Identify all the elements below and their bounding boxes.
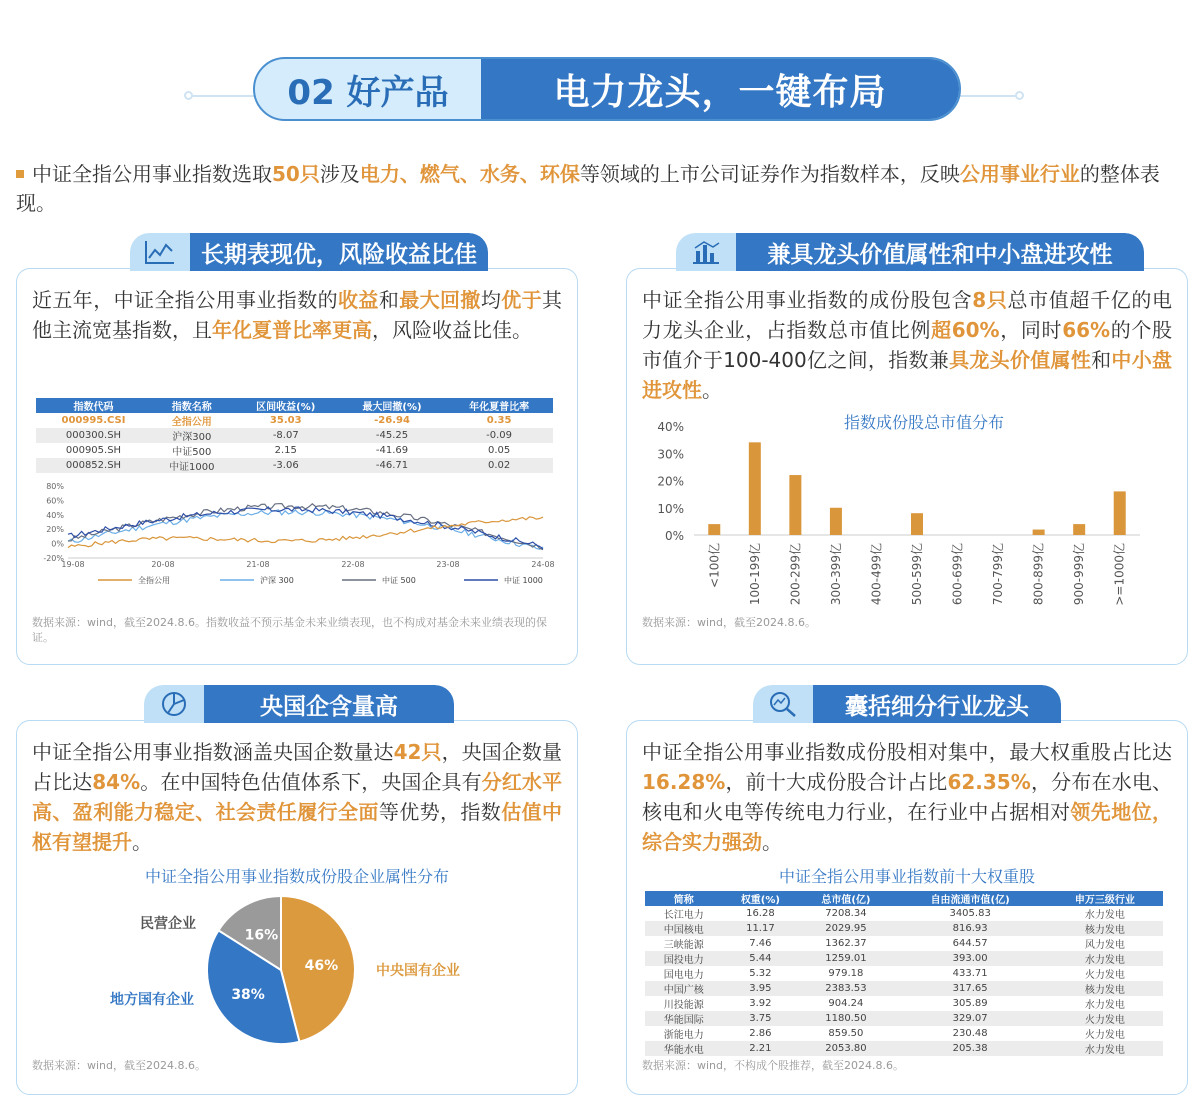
bar-category-label: 400-499亿 xyxy=(869,543,884,606)
intro-paragraph: 中证全指公用事业指数选取50只涉及电力、燃气、水务、环保等领域的上市公司证券作为指数样本，反映公用事业行业的整体表现。 xyxy=(16,162,1160,215)
table-cell: 风力发电 xyxy=(1084,940,1125,951)
bar-category-label: >=1000亿 xyxy=(1112,543,1127,606)
table-cell: 1180.50 xyxy=(798,1011,893,1026)
table-cell: 2383.53 xyxy=(798,981,893,996)
table-cell: 川投能源 xyxy=(663,1000,704,1011)
bar-category-label: <100亿 xyxy=(707,543,722,588)
market-cap-bar-chart xyxy=(640,408,1175,608)
table-cell: 国电电力 xyxy=(663,970,704,981)
bar-chart-title: 指数成份股总市值分布 xyxy=(843,413,1005,432)
enterprise-pie-chart xyxy=(28,888,558,1058)
card2-tab-title: 兼具龙头价值属性和中小盘进攻性 xyxy=(736,233,1144,271)
bar-2 xyxy=(789,475,801,535)
table-cell: 230.48 xyxy=(952,1028,988,1039)
line-ytick-label: 20% xyxy=(46,525,64,535)
table-cell: 859.50 xyxy=(828,1028,864,1039)
table-cell: 5.44 xyxy=(722,951,798,966)
table-cell: 904.24 xyxy=(828,998,864,1009)
pie-value-label: 16% xyxy=(244,927,279,944)
table-cell: 3.75 xyxy=(722,1011,798,1026)
line-ytick-label: 0% xyxy=(51,539,64,549)
legend-label: 中证 1000 xyxy=(504,576,543,585)
card1-text: 近五年，中证全指公用事业指数的收益和最大回撤均优于其他主流宽基指数，且年化夏普比率更高，风险收益比佳。 xyxy=(32,288,563,342)
table-cell: 中证500 xyxy=(172,447,212,458)
bar-ytick-label: 0% xyxy=(664,529,684,543)
table-cell: 0.05 xyxy=(487,445,511,456)
bar-10 xyxy=(1114,491,1126,535)
bar-category-label: 500-599亿 xyxy=(910,543,924,606)
table-row xyxy=(645,1011,1163,1026)
table-cell: 0.35 xyxy=(486,415,512,426)
card4-tab xyxy=(753,685,1061,723)
bar-category-label: 300-399亿 xyxy=(828,543,843,606)
table-row xyxy=(36,443,553,458)
table-row xyxy=(645,996,1163,1011)
table-cell: 水力发电 xyxy=(1047,951,1163,966)
top10-holdings-table xyxy=(645,891,1163,1056)
top10-table-header-4: 申万三级行业 xyxy=(1047,891,1163,906)
pie-chart-icon xyxy=(144,685,204,723)
idx-table-header-2: 区间收益(%) xyxy=(233,398,339,413)
line-ytick-label: 40% xyxy=(46,510,64,520)
section-number: 02 好产品 xyxy=(287,72,449,113)
table-cell: 中国广核 xyxy=(645,981,722,996)
table-cell: 华能国际 xyxy=(645,1011,722,1026)
table-cell: 华能水电 xyxy=(645,1041,722,1056)
table-cell: 317.65 xyxy=(894,981,1047,996)
table-cell: 水力发电 xyxy=(1047,1041,1163,1056)
bar-category-label: 800-899亿 xyxy=(1031,543,1046,606)
table-cell: -0.09 xyxy=(445,428,553,443)
header-deco-line-right xyxy=(958,95,1018,97)
card3-text: 中证全指公用事业指数涵盖央国企数量达42只，央国企数量占比达84%。在中国特色估值体系下，央国企具有分红水平高、盈利能力稳定、社会责任履行全面等优势，指数估值中枢有望提升。 xyxy=(32,740,563,854)
table-cell: 2053.80 xyxy=(798,1041,893,1056)
bar-category-label: 600-699亿 xyxy=(950,543,965,606)
performance-line-chart xyxy=(28,480,558,590)
table-row xyxy=(645,906,1163,921)
bar-ytick-label: 10% xyxy=(657,501,684,516)
top10-table-header-1: 权重(%) xyxy=(722,891,798,906)
table-cell: 329.07 xyxy=(894,1011,1047,1026)
bar-category-label: 700-799亿 xyxy=(991,543,1006,606)
table-row xyxy=(36,458,553,473)
table-cell: 305.89 xyxy=(952,998,988,1009)
table-cell: 3.95 xyxy=(722,981,798,996)
pie-category-label: 民营企业 xyxy=(140,916,196,932)
table-cell: 393.00 xyxy=(894,951,1047,966)
line-ytick-label: -20% xyxy=(43,554,64,563)
card4-source: 数据来源：wind，不构成个股推荐，截至2024.8.6。 xyxy=(642,1059,904,1072)
table-cell: 000300.SH xyxy=(36,428,151,443)
table-row xyxy=(645,1041,1163,1056)
line-ytick-label: 80% xyxy=(46,482,64,491)
bar-chart-icon xyxy=(676,233,736,271)
line-xtick-label: 24-08 xyxy=(531,560,555,569)
bar-8 xyxy=(1033,530,1045,535)
table-cell: 核力发电 xyxy=(1047,921,1163,936)
card2-source: 数据来源：wind，截至2024.8.6。 xyxy=(642,616,816,629)
line-xtick-label: 21-08 xyxy=(246,560,270,569)
bar-3 xyxy=(830,508,842,535)
table-cell: 3405.83 xyxy=(949,908,991,919)
magnifier-chart-icon xyxy=(753,685,813,723)
idx-table-header-0: 指数代码 xyxy=(36,398,151,413)
table-cell: 1362.37 xyxy=(825,938,867,949)
table-cell: 全指公用 xyxy=(171,417,212,428)
table-cell: -26.94 xyxy=(374,415,410,426)
table-cell: 长江电力 xyxy=(663,910,704,921)
table-row xyxy=(645,1026,1163,1041)
table-cell: -3.06 xyxy=(233,458,339,473)
pie-value-label: 38% xyxy=(231,986,265,1003)
bar-ytick-label: 20% xyxy=(657,474,684,489)
header-deco-line-left xyxy=(188,95,258,97)
table-row xyxy=(36,428,553,443)
table-row xyxy=(645,921,1163,936)
bar-ytick-label: 30% xyxy=(657,447,684,462)
table-cell: 2.21 xyxy=(722,1041,798,1056)
table-cell: 644.57 xyxy=(952,938,988,949)
table-cell: -41.69 xyxy=(375,445,409,456)
table-cell: -46.71 xyxy=(339,458,445,473)
table-cell: 核力发电 xyxy=(1047,981,1163,996)
bar-category-label: 100-199亿 xyxy=(747,543,762,606)
table-cell: -45.25 xyxy=(339,428,445,443)
bar-9 xyxy=(1073,524,1085,535)
legend-label: 沪深 300 xyxy=(260,576,294,585)
table-cell: 000905.SH xyxy=(65,445,122,456)
bar-5 xyxy=(911,513,923,535)
card3-tab xyxy=(144,685,454,723)
legend-label: 中证 500 xyxy=(382,576,416,585)
table-cell: 中国核电 xyxy=(645,921,722,936)
table-cell: 35.03 xyxy=(269,415,302,426)
table-cell: 火力发电 xyxy=(1047,1011,1163,1026)
table-row xyxy=(645,936,1163,951)
top10-table-header-0: 简称 xyxy=(645,891,722,906)
pie-category-label: 地方国有企业 xyxy=(110,992,194,1008)
table-row xyxy=(645,981,1163,996)
bar-category-label: 200-299亿 xyxy=(788,543,803,606)
legend-label: 全指公用 xyxy=(138,576,170,585)
line-ytick-label: 60% xyxy=(46,496,64,506)
line-xtick-label: 22-08 xyxy=(341,560,365,569)
line-xtick-label: 20-08 xyxy=(151,560,175,569)
table-cell: 2.15 xyxy=(274,445,297,456)
card2-tab xyxy=(676,233,1144,271)
table-cell: 205.38 xyxy=(894,1041,1047,1056)
top10-table-title: 中证全指公用事业指数前十大权重股 xyxy=(778,867,1035,886)
table-cell: 7.46 xyxy=(749,938,772,949)
bar-1 xyxy=(749,442,761,535)
header-deco-dot-left xyxy=(184,91,193,100)
table-cell: 816.93 xyxy=(894,921,1047,936)
table-cell: 浙能电力 xyxy=(663,1030,704,1041)
table-cell: 7208.34 xyxy=(825,908,867,919)
table-cell: 2029.95 xyxy=(798,921,893,936)
table-cell: 16.28 xyxy=(746,908,775,919)
table-row xyxy=(645,966,1163,981)
card1-tab-title: 长期表现优，风险收益比佳 xyxy=(190,233,488,271)
card1-source: 数据来源：wind，截至2024.8.6。指数收益不预示基金未来业绩表现，也不构成对基金未来业绩表现的保证。 xyxy=(32,616,547,644)
idx-table-header-3: 最大回撤(%) xyxy=(339,398,445,413)
table-cell: 水力发电 xyxy=(1084,910,1125,921)
pie-category-label: 中央国有企业 xyxy=(376,963,460,979)
line-chart-icon xyxy=(130,233,190,271)
card4-text: 中证全指公用事业指数成份股相对集中，最大权重股占比达16.28%，前十大成份股合计占比62.35%，分布在水电、核电和火电等传统电力行业，在行业中占据相对领先地位，综合实力强劲。 xyxy=(642,740,1173,854)
idx-table-header-1: 指数名称 xyxy=(151,398,233,413)
section-title: 电力龙头，一键布局 xyxy=(481,59,959,119)
table-cell: 火力发电 xyxy=(1084,970,1125,981)
bar-ytick-label: 40% xyxy=(657,420,684,434)
table-cell: 火力发电 xyxy=(1084,1030,1125,1041)
table-cell: 沪深300 xyxy=(151,428,233,443)
bullet-square-icon xyxy=(16,170,24,178)
header-deco-dot-right xyxy=(1015,91,1024,100)
top10-table-header-3: 自由流通市值(亿) xyxy=(894,891,1047,906)
table-cell: 000852.SH xyxy=(36,458,151,473)
table-cell: 000995.CSI xyxy=(61,415,126,426)
index-comparison-table xyxy=(36,398,553,473)
pie-value-label: 46% xyxy=(304,957,339,974)
card4-tab-title: 囊括细分行业龙头 xyxy=(813,685,1061,723)
card3-tab-title: 央国企含量高 xyxy=(204,685,454,723)
table-cell: -8.07 xyxy=(233,428,339,443)
table-row xyxy=(36,413,553,428)
table-cell: 国投电力 xyxy=(645,951,722,966)
table-cell: 5.32 xyxy=(749,968,772,979)
line-xtick-label: 23-08 xyxy=(436,560,460,569)
line-xtick-label: 19-08 xyxy=(61,560,85,569)
idx-table-header-4: 年化夏普比率 xyxy=(445,398,553,413)
table-cell: 水力发电 xyxy=(1084,1000,1125,1011)
table-cell: 979.18 xyxy=(828,968,864,979)
table-cell: 1259.01 xyxy=(798,951,893,966)
line-series-3 xyxy=(68,507,543,549)
table-cell: 0.02 xyxy=(445,458,553,473)
section-header xyxy=(253,57,961,121)
bar-0 xyxy=(708,524,720,535)
table-row xyxy=(645,951,1163,966)
table-cell: 2.86 xyxy=(749,1028,772,1039)
top10-table-header-2: 总市值(亿) xyxy=(798,891,893,906)
table-cell: 中证1000 xyxy=(151,458,233,473)
bar-category-label: 900-999亿 xyxy=(1072,543,1087,606)
card3-source: 数据来源：wind，截至2024.8.6。 xyxy=(32,1059,206,1072)
card1-tab xyxy=(130,233,488,271)
table-cell: 3.92 xyxy=(749,998,772,1009)
table-cell: 433.71 xyxy=(952,968,988,979)
table-cell: 三峡能源 xyxy=(663,940,704,951)
card2-text: 中证全指公用事业指数的成份股包含8只总市值超千亿的电力龙头企业，占指数总市值比例超60%，同时66%的个股市值介于100-400亿之间，指数兼具龙头价值属性和中小盘进攻性。 xyxy=(642,288,1173,402)
pie-chart-title: 中证全指公用事业指数成份股企业属性分布 xyxy=(144,867,449,886)
table-cell: 11.17 xyxy=(722,921,798,936)
